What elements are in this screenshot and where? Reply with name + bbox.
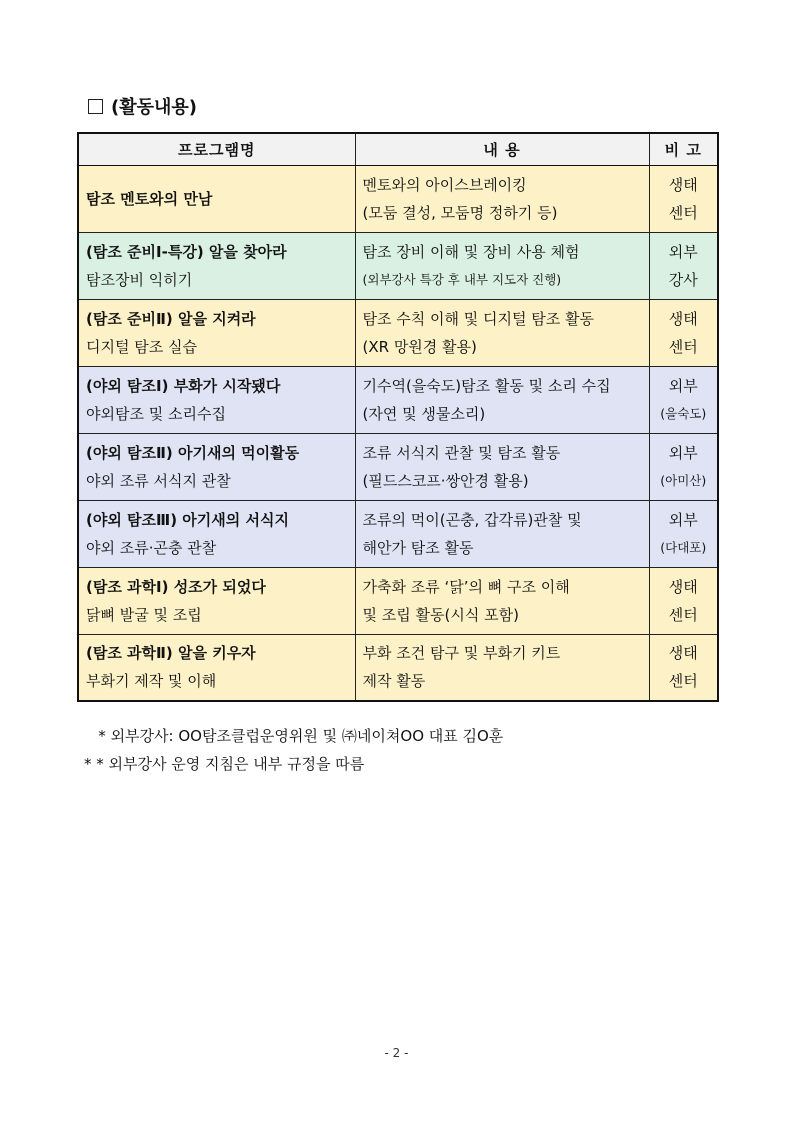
table-row [78, 366, 718, 433]
program-name-cell [78, 634, 355, 701]
content-cell [355, 299, 649, 366]
note-line: (다대포) [660, 539, 707, 555]
content-line: 멘토와의 아이스브레이킹 [362, 175, 527, 194]
table-row [78, 433, 718, 500]
content-line: 기수역(을숙도)탐조 활동 및 소리 수집 [362, 376, 611, 395]
content-line: 탐조 장비 이해 및 장비 사용 체험 [362, 242, 580, 261]
program-name-cell [78, 567, 355, 634]
table-header-row [78, 133, 718, 165]
program-line: (탐조 준비Ⅰ-특강) 알을 찾아라 [86, 242, 287, 261]
program-name-cell [78, 366, 355, 433]
content-line: 및 조립 활동(시식 포함) [362, 605, 519, 624]
table-row [78, 567, 718, 634]
note-line: 외부 [668, 242, 698, 261]
program-line: (탐조 과학Ⅱ) 알을 키우자 [86, 644, 256, 663]
program-line: 부화기 제작 및 이해 [86, 672, 217, 691]
footnotes [84, 722, 503, 778]
content-line: 조류의 먹이(곤충, 갑각류)관찰 및 [362, 510, 582, 529]
note-line: 외부 [668, 510, 698, 529]
footnote: * * 외부강사 운영 지침은 내부 규정을 따름 [84, 755, 365, 773]
table-row [78, 165, 718, 232]
section-heading [88, 93, 197, 119]
content-cell [355, 165, 649, 232]
program-name-cell [78, 165, 355, 232]
section-title: (활동내용) [111, 97, 198, 118]
program-line: 탐조장비 익히기 [86, 270, 193, 289]
program-line: 디지털 탐조 실습 [86, 337, 197, 356]
program-line: (야외 탐조Ⅰ) 부화가 시작됐다 [86, 376, 281, 395]
content-line: 탐조 수칙 이해 및 디지털 탐조 활동 [362, 309, 594, 328]
page-number: - 2 - [384, 1046, 409, 1060]
note-cell [649, 634, 718, 701]
content-line: 가축화 조류 ‘닭’의 뼈 구조 이해 [362, 577, 570, 596]
checkbox-icon [88, 99, 103, 114]
content-line: (모둠 결성, 모둠명 정하기 등) [362, 203, 558, 222]
note-cell [649, 567, 718, 634]
table-row [78, 500, 718, 567]
content-line: 조류 서식지 관찰 및 탐조 활동 [362, 443, 561, 462]
content-line: 부화 조건 탐구 및 부화기 키트 [362, 644, 561, 663]
note-line: 센터 [668, 605, 698, 624]
note-cell [649, 500, 718, 567]
content-cell [355, 567, 649, 634]
content-cell [355, 500, 649, 567]
note-cell [649, 366, 718, 433]
table-row [78, 232, 718, 299]
note-line: (을숙도) [660, 405, 707, 421]
program-name-cell [78, 232, 355, 299]
content-line: (XR 망원경 활용) [362, 337, 477, 356]
note-line: 생태 [668, 309, 698, 328]
note-line: (아미산) [660, 472, 707, 488]
content-line: (외부강사 특강 후 내부 지도자 진행) [362, 271, 562, 287]
program-name-cell [78, 299, 355, 366]
program-name-cell [78, 500, 355, 567]
note-line: 외부 [668, 443, 698, 462]
footnote: * 외부강사: OO탐조클럽운영위원 및 ㈜네이쳐OO 대표 김O훈 [84, 727, 504, 745]
program-line: 야외 조류 서식지 관찰 [86, 471, 231, 490]
program-line: 탐조 멘토와의 만남 [86, 189, 213, 208]
content-cell [355, 232, 649, 299]
note-cell [649, 232, 718, 299]
table-row [78, 299, 718, 366]
note-line: 강사 [668, 270, 698, 289]
content-line: (필드스코프·쌍안경 활용) [362, 471, 529, 490]
table-row [78, 634, 718, 701]
content-line: (자연 및 생물소리) [362, 404, 486, 423]
note-cell [649, 165, 718, 232]
program-line: 야외 조류·곤충 관찰 [86, 538, 217, 557]
program-line: (야외 탐조Ⅲ) 아기새의 서식지 [86, 510, 289, 529]
header-note: 비 고 [649, 133, 718, 165]
program-table [77, 132, 719, 702]
header-program: 프로그램명 [78, 133, 355, 165]
note-line: 생태 [668, 577, 698, 596]
program-line: 야외탐조 및 소리수집 [86, 404, 226, 423]
content-cell [355, 433, 649, 500]
content-cell [355, 634, 649, 701]
program-line: 닭뼈 발굴 및 조립 [86, 605, 202, 624]
program-line: (탐조 과학Ⅰ) 성조가 되었다 [86, 577, 266, 596]
content-line: 제작 활동 [362, 672, 426, 691]
content-line: 해안가 탐조 활동 [362, 538, 474, 557]
program-line: (야외 탐조Ⅱ) 아기새의 먹이활동 [86, 443, 300, 462]
note-line: 센터 [668, 337, 698, 356]
note-line: 센터 [668, 203, 698, 222]
note-line: 생태 [668, 175, 698, 194]
note-line: 외부 [668, 376, 698, 395]
program-name-cell [78, 433, 355, 500]
header-content: 내 용 [355, 133, 649, 165]
note-cell [649, 433, 718, 500]
note-line: 센터 [668, 672, 698, 691]
program-line: (탐조 준비Ⅱ) 알을 지켜라 [86, 309, 256, 328]
note-cell [649, 299, 718, 366]
note-line: 생태 [668, 644, 698, 663]
content-cell [355, 366, 649, 433]
